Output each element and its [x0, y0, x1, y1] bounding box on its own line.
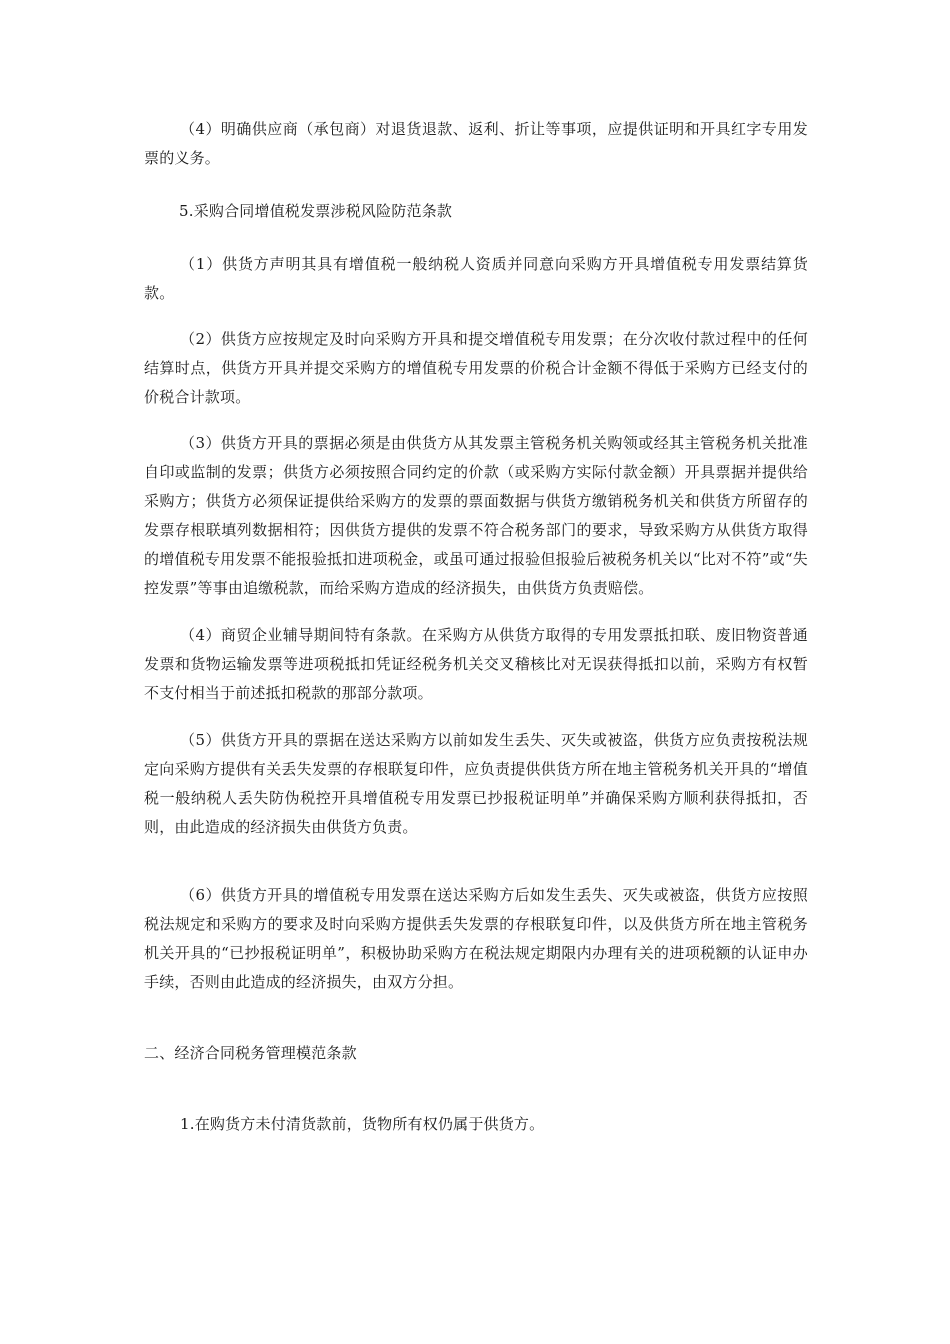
- paragraph-probation-clause: （4）商贸企业辅导期间特有条款。在采购方从供货方取得的专用发票抵扣联、废旧物资普通发票和货物运输发票等进项税抵扣凭证经税务机关交叉稽核比对无误获得抵扣以前，采购方有权暂不支付相当于前述抵扣税款的那部分款项。: [144, 626, 808, 702]
- paragraph-loss-before-delivery: （5）供货方开具的票据在送达采购方以前如发生丢失、灭失或被盗，供货方应负责按税法规定向采购方提供有关丢失发票的存根联复印件，应负责提供供货方所在地主管税务机关开具的“增值税一般纳税人丢失防伪税控开具增值税专用发票已抄报税证明单”并确保采购方顺利获得抵扣，否则，由此造成的经济损失由供货方负责。: [144, 731, 808, 836]
- paragraph-invoice-validity: （3）供货方开具的票据必须是由供货方从其发票主管税务机关购领或经其主管税务机关批准自印或监制的发票；供货方必须按照合同约定的价款（或采购方实际付款金额）开具票据并提供给采购方；供货方必须保证提供给采购方的发票的票面数据与供货方缴销税务机关和供货方所留存的发票存根联填列数据相符；因供货方提供的发票不符合税务部门的要求，导致采购方从供货方取得的增值税专用发票不能报验抵扣进项税金，或虽可通过报验但报验后被税务机关以“比对不符”或“失控发票”等事由追缴税款，而给采购方造成的经济损失，由供货方负责赔偿。: [144, 434, 808, 597]
- paragraph-loss-after-delivery: （6）供货方开具的增值税专用发票在送达采购方后如发生丢失、灭失或被盗，供货方应按照税法规定和采购方的要求及时向采购方提供丢失发票的存根联复印件，以及供货方所在地主管税务机关开具的“已抄报税证明单”，积极协助采购方在税法规定期限内办理有关的进项税额的认证申办手续，否则由此造成的经济损失，由双方分担。: [144, 886, 808, 991]
- paragraph-ownership-retention: 1.在购货方未付清货款前，货物所有权仍属于供货方。: [180, 1115, 545, 1133]
- section-heading-vat-invoice-risk: 5.采购合同增值税发票涉税风险防范条款: [179, 202, 453, 220]
- section-heading-model-clauses: 二、经济合同税务管理模范条款: [144, 1044, 357, 1062]
- paragraph-timely-invoicing: （2）供货方应按规定及时向采购方开具和提交增值税专用发票；在分次收付款过程中的任何结算时点，供货方开具并提交采购方的增值税专用发票的价税合计金额不得低于采购方已经支付的价税合计款项。: [144, 330, 808, 406]
- paragraph-refund-obligation: （4）明确供应商（承包商）对退货退款、返利、折让等事项，应提供证明和开具红字专用发票的义务。: [144, 120, 808, 167]
- paragraph-taxpayer-declaration: （1）供货方声明其具有增值税一般纳税人资质并同意向采购方开具增值税专用发票结算货款。: [144, 255, 808, 302]
